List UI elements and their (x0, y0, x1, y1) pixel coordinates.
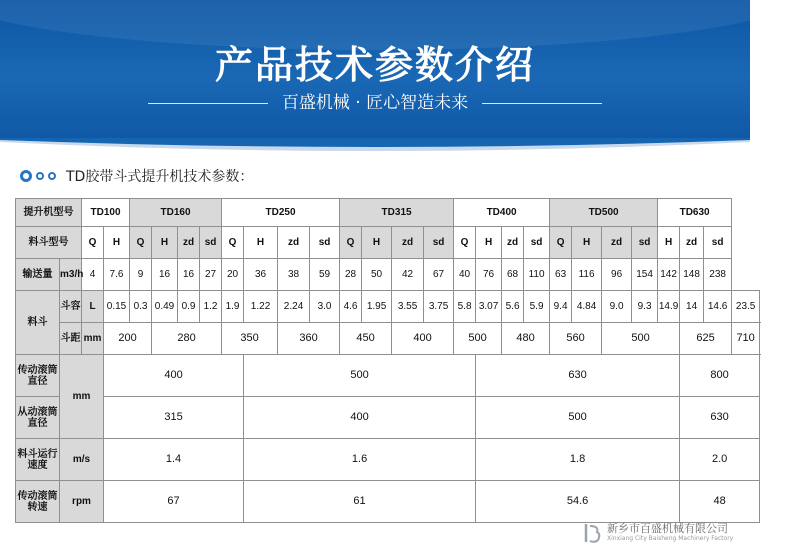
value-cell: 38 (278, 259, 310, 291)
section-heading (20, 166, 253, 186)
value-cell: 625 (680, 323, 732, 355)
row-bucket-pitch (16, 323, 760, 355)
value-cell: 4 (82, 259, 104, 291)
value-cell: 4.6 (340, 291, 362, 323)
value-cell: 50 (362, 259, 392, 291)
spec-table (15, 198, 760, 523)
sub-header: Q (454, 227, 476, 259)
row-label: 斗容 (60, 291, 82, 323)
value-cell: 480 (502, 323, 550, 355)
value-cell: 68 (502, 259, 524, 291)
company-name-en: Xinxiang City Baisheng Machinery Factory (607, 535, 734, 542)
divider-right (482, 103, 602, 104)
value-cell: 3.0 (310, 291, 340, 323)
row-bucket-volume (16, 291, 760, 323)
sub-header: sd (704, 227, 732, 259)
sub-header: zd (502, 227, 524, 259)
value-cell: 630 (680, 397, 760, 439)
sub-header: H (572, 227, 602, 259)
value-cell: 142 (658, 259, 680, 291)
section-title-text: TD胶带斗式提升机技术参数： (66, 169, 254, 185)
sub-header: sd (632, 227, 658, 259)
value-cell: 110 (524, 259, 550, 291)
value-cell: 5.8 (454, 291, 476, 323)
unit-cell: mm (60, 355, 104, 439)
row-label: 传动滚筒转速 (16, 481, 60, 523)
value-cell: 40 (454, 259, 476, 291)
value-cell: 67 (104, 481, 244, 523)
value-cell: 500 (454, 323, 502, 355)
banner-subtitle (0, 88, 750, 113)
group-label: 料斗 (16, 291, 60, 355)
value-cell: 27 (200, 259, 222, 291)
model-cell: TD160 (130, 199, 222, 227)
row-drive-diameter (16, 355, 760, 397)
value-cell: 9 (130, 259, 152, 291)
row-label: 斗距 (60, 323, 82, 355)
row-label: 料斗运行速度 (16, 439, 60, 481)
sub-header: sd (524, 227, 550, 259)
value-cell: 116 (572, 259, 602, 291)
sub-header: sd (424, 227, 454, 259)
sub-header: H (152, 227, 178, 259)
sub-header: H (362, 227, 392, 259)
value-cell: 800 (680, 355, 760, 397)
value-cell: 20 (222, 259, 244, 291)
value-cell: 1.9 (222, 291, 244, 323)
sub-header: H (658, 227, 680, 259)
sub-header: zd (178, 227, 200, 259)
value-cell: 1.2 (200, 291, 222, 323)
model-cell: TD250 (222, 199, 340, 227)
value-cell: 63 (550, 259, 572, 291)
value-cell: 5.9 (524, 291, 550, 323)
value-cell: 1.22 (244, 291, 278, 323)
bullet-dots-icon (20, 170, 60, 182)
row-model (16, 199, 760, 227)
value-cell: 9.0 (602, 291, 632, 323)
value-cell: 14 (680, 291, 704, 323)
value-cell: 1.6 (244, 439, 476, 481)
value-cell: 0.9 (178, 291, 200, 323)
value-cell: 450 (340, 323, 392, 355)
value-cell: 96 (602, 259, 632, 291)
header-banner (0, 0, 750, 140)
value-cell: 0.49 (152, 291, 178, 323)
value-cell: 400 (392, 323, 454, 355)
row-bucket-type (16, 227, 760, 259)
value-cell: 59 (310, 259, 340, 291)
banner-swoosh (0, 138, 750, 158)
sub-header: H (104, 227, 130, 259)
value-cell: 154 (632, 259, 658, 291)
row-rpm (16, 481, 760, 523)
sub-header: Q (130, 227, 152, 259)
value-cell: 5.6 (502, 291, 524, 323)
value-cell: 0.15 (104, 291, 130, 323)
value-cell: 23.5 (732, 291, 760, 323)
value-cell: 400 (104, 355, 244, 397)
value-cell: 16 (178, 259, 200, 291)
unit-cell: m/s (60, 439, 104, 481)
value-cell: 200 (104, 323, 152, 355)
value-cell: 350 (222, 323, 278, 355)
value-cell: 3.55 (392, 291, 424, 323)
value-cell: 280 (152, 323, 222, 355)
company-logo-icon (583, 522, 603, 544)
sub-header: zd (392, 227, 424, 259)
sub-header: zd (278, 227, 310, 259)
subtitle-text: 百盛机械 · 匠心智造未来 (281, 93, 469, 113)
value-cell: 4.84 (572, 291, 602, 323)
value-cell: 0.3 (130, 291, 152, 323)
sub-header: Q (340, 227, 362, 259)
value-cell: 400 (244, 397, 476, 439)
value-cell: 14.9 (658, 291, 680, 323)
value-cell: 14.6 (704, 291, 732, 323)
value-cell: 7.6 (104, 259, 130, 291)
row-label: 料斗型号 (16, 227, 82, 259)
value-cell: 2.24 (278, 291, 310, 323)
row-driven-diameter (16, 397, 760, 439)
value-cell: 238 (704, 259, 732, 291)
model-cell: TD630 (658, 199, 732, 227)
company-watermark (583, 520, 733, 546)
sub-header: Q (222, 227, 244, 259)
value-cell: 500 (244, 355, 476, 397)
value-cell: 36 (244, 259, 278, 291)
sub-header: zd (602, 227, 632, 259)
value-cell: 1.4 (104, 439, 244, 481)
row-capacity (16, 259, 760, 291)
row-label: 输送量 (16, 259, 60, 291)
unit-cell: L (82, 291, 104, 323)
value-cell: 315 (104, 397, 244, 439)
value-cell: 360 (278, 323, 340, 355)
value-cell: 3.75 (424, 291, 454, 323)
sub-header: Q (82, 227, 104, 259)
company-name: 新乡市百盛机械有限公司 (607, 522, 728, 535)
value-cell: 42 (392, 259, 424, 291)
value-cell: 48 (680, 481, 760, 523)
row-label: 提升机型号 (16, 199, 82, 227)
unit-cell: mm (82, 323, 104, 355)
sub-header: sd (200, 227, 222, 259)
unit-cell: m3/h (60, 259, 82, 291)
value-cell: 28 (340, 259, 362, 291)
value-cell: 1.95 (362, 291, 392, 323)
row-label: 传动滚筒直径 (16, 355, 60, 397)
value-cell: 500 (476, 397, 680, 439)
model-cell: TD500 (550, 199, 658, 227)
page-title: 产品技术参数介绍 (214, 43, 535, 87)
value-cell: 9.3 (632, 291, 658, 323)
model-cell: TD400 (454, 199, 550, 227)
value-cell: 630 (476, 355, 680, 397)
value-cell: 9.4 (550, 291, 572, 323)
value-cell: 54.6 (476, 481, 680, 523)
value-cell: 500 (602, 323, 680, 355)
sub-header: H (244, 227, 278, 259)
divider-left (148, 103, 268, 104)
value-cell: 560 (550, 323, 602, 355)
row-speed (16, 439, 760, 481)
sub-header: zd (680, 227, 704, 259)
sub-header: H (476, 227, 502, 259)
value-cell: 61 (244, 481, 476, 523)
sub-header: sd (310, 227, 340, 259)
model-cell: TD315 (340, 199, 454, 227)
model-cell: TD100 (82, 199, 130, 227)
value-cell: 76 (476, 259, 502, 291)
sub-header: Q (550, 227, 572, 259)
value-cell: 16 (152, 259, 178, 291)
value-cell: 2.0 (680, 439, 760, 481)
unit-cell: rpm (60, 481, 104, 523)
value-cell: 148 (680, 259, 704, 291)
value-cell: 67 (424, 259, 454, 291)
row-label: 从动滚筒直径 (16, 397, 60, 439)
value-cell: 1.8 (476, 439, 680, 481)
value-cell: 710 (732, 323, 760, 355)
value-cell: 3.07 (476, 291, 502, 323)
